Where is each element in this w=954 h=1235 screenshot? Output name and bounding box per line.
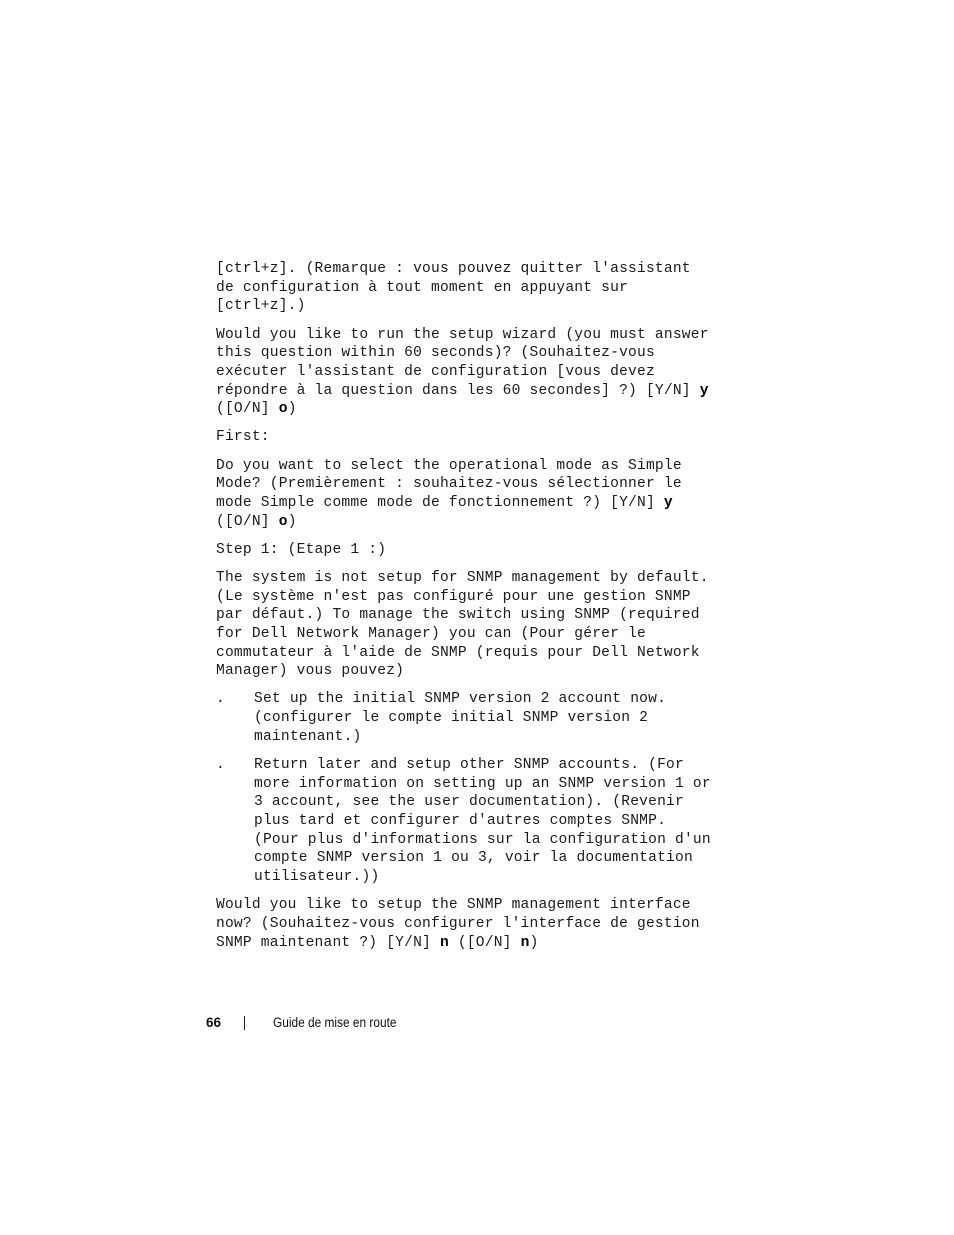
answer-non: n xyxy=(520,934,530,951)
prompt-close: ) xyxy=(287,401,297,418)
bullet-mark: . xyxy=(216,756,225,773)
paragraph-step-1: Step 1: (Etape 1 :) xyxy=(216,541,387,558)
footer-divider xyxy=(244,1016,245,1030)
prompt-fr-options: ([O/N] xyxy=(216,494,682,530)
prompt-close: ) xyxy=(529,934,539,951)
prompt-close: ) xyxy=(287,513,297,530)
answer-yes: y xyxy=(663,494,673,511)
answer-no: n xyxy=(439,934,449,951)
paragraph-simple-mode-prompt xyxy=(216,457,716,532)
answer-oui: o xyxy=(278,401,288,418)
list-item xyxy=(216,690,716,746)
prompt-text: Would you like to run the setup wizard (you must answer this question within 60 seconds)? (Souhaitez-vous exécuter l'assistant de configuration [vous devez répondre à la question dans les 60 secondes] ?) [Y/N] xyxy=(216,326,718,399)
prompt-text: Do you want to select the operational mode as Simple Mode? (Premièrement : souhaitez-vous sélectionner le mode Simple comme mode de fonctionnement ?) [Y/N] xyxy=(216,457,691,511)
paragraph-first: First: xyxy=(216,429,270,446)
bullet-text: Set up the initial SNMP version 2 account now. (configurer le compte initial SNMP version 2 maintenant.) xyxy=(254,691,667,745)
answer-yes: y xyxy=(699,382,709,399)
prompt-fr-options: ([O/N] xyxy=(448,934,521,951)
bullet-text: Return later and setup other SNMP accounts. (For more information on setting up an SNMP version 1 or 3 account, see the user documentation). (Revenir plus tard et configurer d'autres comptes SNMP. (Pour plus d'informations sur la configuration d'un compte SNMP version 1 ou 3, voir la documentation utilisateur.)) xyxy=(254,756,711,886)
page-footer xyxy=(206,1015,413,1030)
paragraph-setup-wizard-prompt xyxy=(216,326,716,420)
list-item xyxy=(216,756,716,887)
document-body xyxy=(216,260,716,962)
prompt-text: Would you like to setup the SNMP management interface now? (Souhaitez-vous configurer l'interface de gestion SNMP maintenant ?) [Y/N] xyxy=(216,897,709,951)
page-number: 66 xyxy=(206,1015,222,1030)
answer-oui: o xyxy=(278,513,288,530)
paragraph-ctrlz-note: [ctrl+z]. (Remarque : vous pouvez quitter l'assistant de configuration à tout moment en appuyant sur [ctrl+z].) xyxy=(216,261,700,315)
prompt-fr-options: ([O/N] xyxy=(216,382,718,418)
paragraph-snmp-not-setup: The system is not setup for SNMP management by default. (Le système n'est pas configuré pour une gestion SNMP par défaut.) To manage the switch using SNMP (required for Dell Network Manager) you can (Pour gérer le commutateur à l'aide de SNMP (requis pour Dell Network Manager) vous pouvez) xyxy=(216,569,718,680)
bullet-mark: . xyxy=(216,691,225,708)
footer-title: Guide de mise en route xyxy=(273,1015,397,1030)
paragraph-snmp-interface-prompt xyxy=(216,896,716,952)
